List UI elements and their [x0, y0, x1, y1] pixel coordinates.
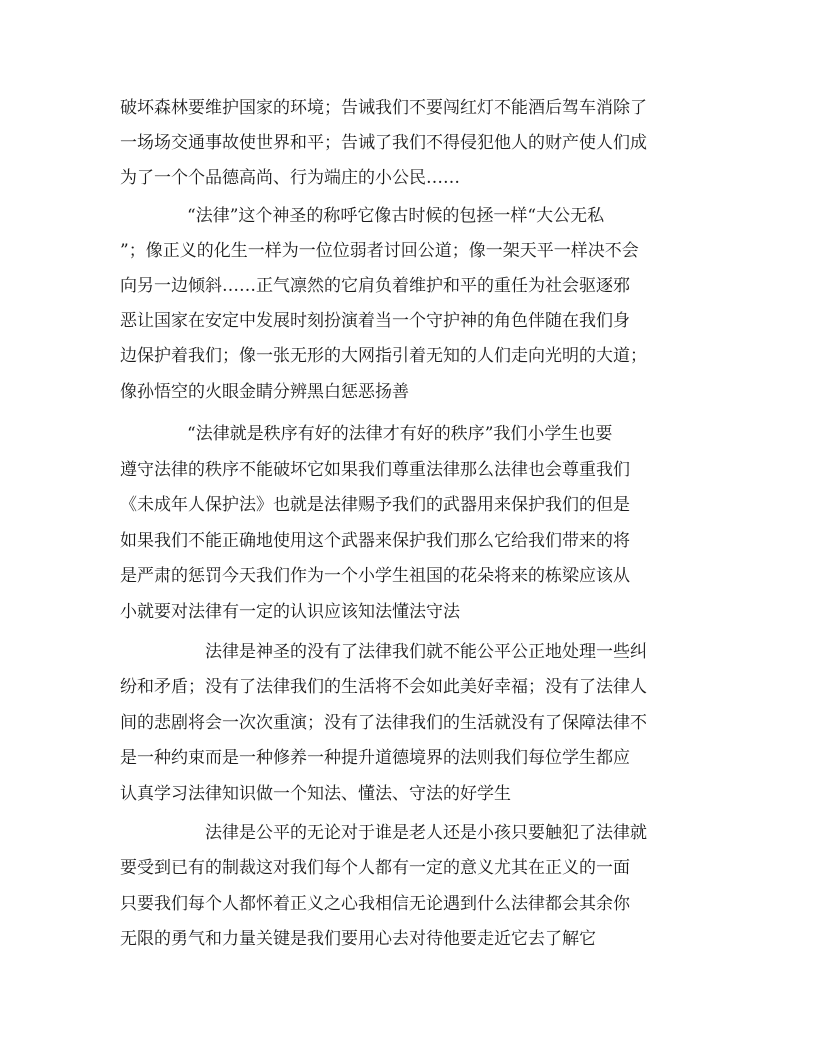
- text-line: 认真学习法律知识做一个知法、懂法、守法的好学生: [120, 784, 511, 804]
- text-line: 要受到已有的制裁这对我们每个人都有一定的意义尤其在正义的一面: [120, 858, 630, 878]
- paragraph-start-line: 法律是神圣的没有了法律我们就不能公平公正地处理一些纠: [205, 642, 647, 662]
- text-line: 是一种约束而是一种修养一种提升道德境界的法则我们每位学生都应: [120, 748, 630, 768]
- text-line: 如果我们不能正确地使用这个武器来保护我们那么它给我们带来的将: [120, 531, 630, 551]
- text-line: 是严肃的惩罚今天我们作为一个小学生祖国的花朵将来的栋梁应该从: [120, 566, 630, 586]
- paragraph-start-line: 法律是公平的无论对于谁是老人还是小孩只要触犯了法律就: [205, 823, 647, 843]
- text-line: 只要我们每个人都怀着正义之心我相信无论遇到什么法律都会其余你: [120, 894, 630, 914]
- text-line: 无限的勇气和力量关键是我们要用心去对待他要走近它去了解它: [120, 929, 596, 949]
- text-line: 一场场交通事故使世界和平；告诫了我们不得侵犯他人的财产使人们成: [120, 133, 647, 153]
- text-line: ”；像正义的化生一样为一位位弱者讨回公道；像一架天平一样决不会: [120, 241, 639, 261]
- text-line: 间的悲剧将会一次次重演；没有了法律我们的生活就没有了保障法律不: [120, 713, 647, 733]
- text-line: 恶让国家在安定中发展时刻扮演着当一个守护神的角色伴随在我们身: [120, 311, 630, 331]
- text-line: 《未成年人保护法》也就是法律赐予我们的武器用来保护我们的但是: [120, 495, 630, 515]
- paragraph-start-line: “法律就是秩序有好的法律才有好的秩序”我们小学生也要: [187, 424, 613, 444]
- text-line: 小就要对法律有一定的认识应该知法懂法守法: [120, 602, 460, 622]
- paragraph-start-line: “法律”这个神圣的称呼它像古时候的包拯一样“大公无私: [187, 206, 605, 226]
- text-line: 边保护着我们；像一张无形的大网指引着无知的人们走向光明的大道；: [120, 346, 647, 366]
- text-line: 破坏森林要维护国家的环境；告诫我们不要闯红灯不能酒后驾车消除了: [120, 98, 647, 118]
- text-line: 纷和矛盾；没有了法律我们的生活将不会如此美好幸福；没有了法律人: [120, 677, 647, 697]
- text-line: 向另一边倾斜……正气凛然的它肩负着维护和平的重任为社会驱逐邪: [120, 276, 630, 296]
- text-line: 遵守法律的秩序不能破坏它如果我们尊重法律那么法律也会尊重我们: [120, 460, 630, 480]
- text-line: 像孙悟空的火眼金睛分辨黑白惩恶扬善: [120, 382, 409, 402]
- text-line: 为了一个个品德高尚、行为端庄的小公民……: [120, 168, 460, 188]
